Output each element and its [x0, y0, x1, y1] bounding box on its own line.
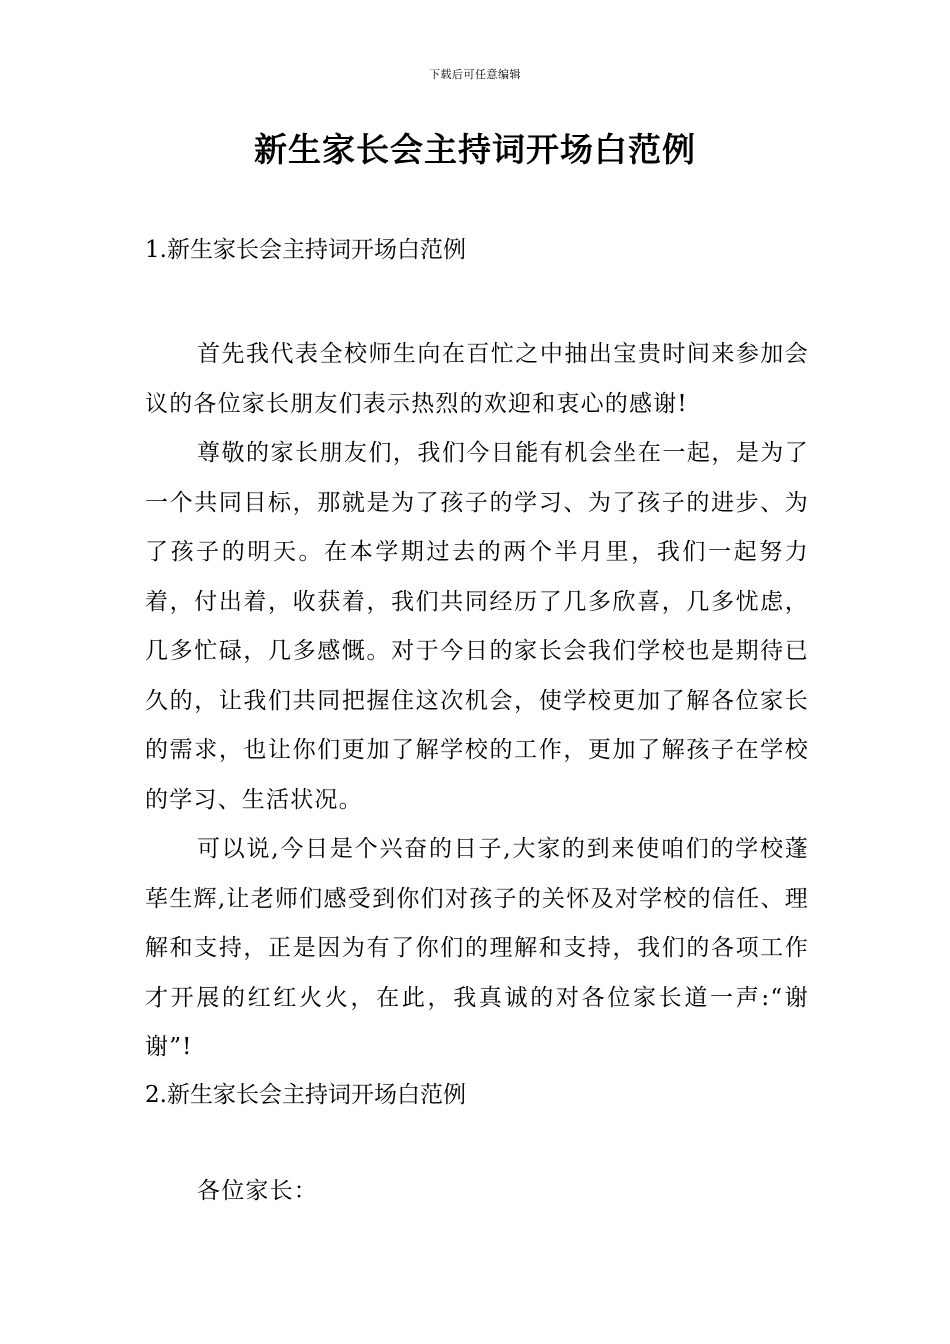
salutation: 各位家长： [197, 1177, 318, 1204]
document-body [145, 228, 809, 1213]
spacer [145, 272, 809, 330]
document-title: 新生家长会主持词开场白范例 [254, 130, 696, 169]
section-heading-2: 2.新生家长会主持词开场白范例 [145, 1081, 466, 1108]
paragraph-welcome: 首先我代表全校师生向在百忙之中抽出宝贵时间来参加会议的各位家长朋友们表示热烈的欢迎和衷心的感谢! [145, 341, 809, 417]
paragraph-common-goal: 尊敬的家长朋友们，我们今日能有机会坐在一起，是为了一个共同目标，那就是为了孩子的学习、为了孩子的进步、为了孩子的明天。在本学期过去的两个半月里，我们一起努力着，付出着，收获着，我们共同经历了几多欣喜，几多忧虑，几多忙碌，几多感慨。对于今日的家长会我们学校也是期待已久的，让我们共同把握住这次机会，使学校更加了解各位家长的需求，也让你们更加了解学校的工作，更加了解孩子在学校的学习、生活状况。 [145, 440, 809, 813]
header-note: 下载后可任意编辑 [429, 68, 521, 81]
spacer [145, 1117, 809, 1169]
section-heading-1: 1.新生家长会主持词开场白范例 [145, 237, 466, 263]
paragraph-thanks: 可以说,今日是个兴奋的日子,大家的到来使咱们的学校蓬荜生辉,让老师们感受到你们对孩子的关怀及对学校的信任、理解和支持，正是因为有了你们的理解和支持，我们的各项工作才开展的红红火火，在此，我真诚的对各位家长道一声:“谢谢”! [145, 836, 809, 1060]
